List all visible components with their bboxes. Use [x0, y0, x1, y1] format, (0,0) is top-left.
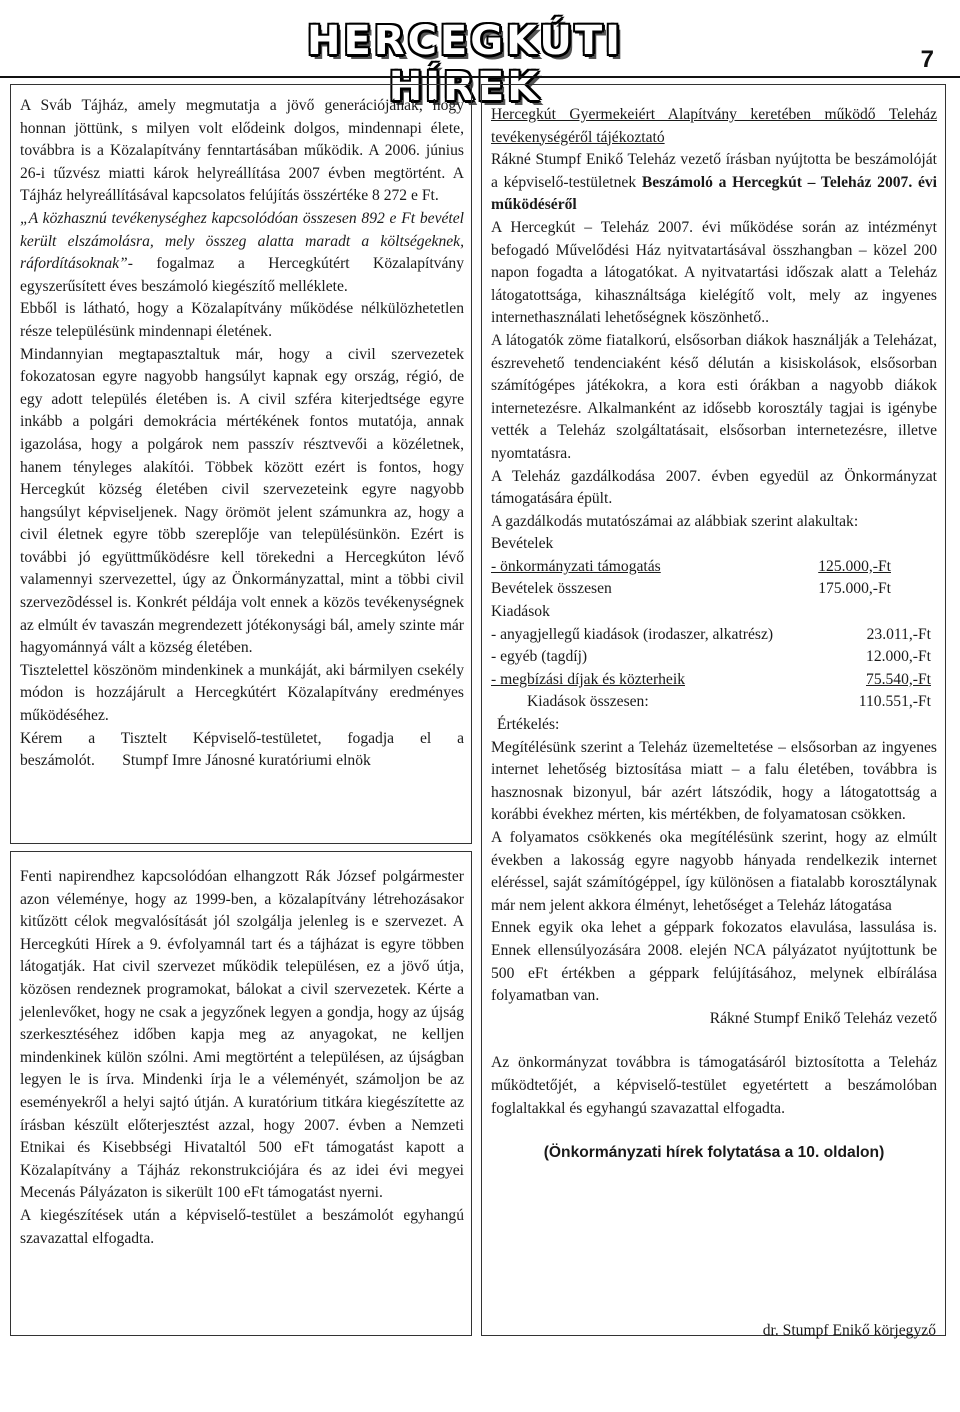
header-rule [0, 76, 960, 78]
signature: Stumpf Imre Jánosné kuratóriumi elnök [122, 752, 371, 770]
paragraph: A látogatók zöme fiatalkorú, elsősorban diákok használják a Teleházat, észrevehető tendenciaként késő délután a kisiskolások, elsősorban számítógépes játékokra, a kora esti órákban a nagyobb diákok internetezésre. Alkalmanként az idősebb korosztály tagjai is igénybe vették a Teleház szolgáltatásait, elsősorban internetezésre, illetve nyomtatásra. [491, 331, 937, 462]
masthead [0, 0, 960, 110]
article-heading: Hercegkút Gyermekeiért Alapítvány keretében működő Teleház tevékenységéről tájékoztató [491, 106, 937, 146]
quote: „A közhasznú tevékenységhez kapcsolódóan összesen 892 e Ft bevétel került elszámolásra, mely összeg alatta maradt a költségeknek, ráfordításoknak” [20, 209, 464, 273]
article-kozalapitvany [20, 95, 464, 773]
paragraph: Ennek egyik oka lehet a géppark fokozatos elavulása, lassulása is. Ennek ellensúlyozására 2008. elején NCA pályázatot nyújtottunk be 500 eFt értékben a géppark felújításához, melynek elbírálása folyamatban van. [491, 919, 937, 1005]
ledger-row: - önkormányzati támogatás 125.000,-Ft [491, 557, 891, 575]
spacer [491, 1120, 937, 1142]
paragraph: A folyamatos csökkenés oka megítélésünk szerint, hogy az elmúlt években a lakosság egyre nagyobb hányada rendelkezik internet eléréssel, saját számítógéppel, így különösen a fiatalabb korosztálynak már nem jelent akkora élményt, lehetőséget a Teleház látogatása [491, 829, 937, 914]
evaluation-label: Értékelés: [497, 716, 560, 734]
paragraph: A Teleház gazdálkodása 2007. évben egyedül az Önkormányzat támogatására épült. [491, 467, 937, 508]
paragraph: A gazdálkodás mutatószámai az alábbiak szerint alakultak: [491, 512, 859, 530]
footer-signature: dr. Stumpf Enikő körjegyző [762, 1322, 936, 1339]
ledger-row: - megbízási díjak és közterheik 75.540,-Ft [491, 670, 931, 688]
paragraph: „A közhasznú tevékenységhez kapcsolódóan összesen 892 e Ft bevétel került elszámolásra, mely összeg alatta maradt a költségeknek, ráfordításoknak”- fogalmaz a Hercegkútért Közalapítvány egyszerűsített éves beszámoló kiegészítő melléklete. [20, 209, 464, 295]
report-title: Beszámoló a Hercegkút – Teleház 2007. évi működéséről [491, 173, 937, 214]
signature: Rákné Stumpf Enikő Teleház vezető [709, 1009, 937, 1027]
spacer [491, 1030, 937, 1052]
paragraph: Fenti napirendhez kapcsolódóan elhangzott Rák József polgármester azon véleménye, hogy az 1999-ben, a közalapítvány létrehozásakor kitűzött célok megvalósítását jól szolgálja jelenleg is e szervezet. A Hercegkúti Hírek a 9. évfolyamnál tart és a tájházat is egyre többen látogatják. Hat civil szervezet működik településen, ez a jövő útja, közösen rendeznek programokat, bálokat a civil szervezetek. Kérte a jelenlevőket, hogy ne csak a jegyzőnek legyen a gondja, hogy az újság szerkesztéséhez időben kapja meg az anyagokat, ne kelljen mindenkinek külön szólni. Ami megtörtént a településen, az újságban legyen le is írva. Mindenki írja le a véleményét, számoljon be az eseményekről a helyi sajtó útján. A kuratórium titkára kiegészítette az írásban készült előterjesztést azzal, hogy 2007. évben a Nemzeti Etnikai és Kisebbségi Hivataltól 500 eFt támogatást kapott a Közalapítvány a Tájház rekonstrukciójára és az idei évi megyei Mecenás Pályázaton is sikerült 100 eFt támogatást nyerni. [20, 868, 464, 1202]
article-polgarmester [20, 866, 464, 1250]
finance-ledger [491, 533, 937, 736]
article-teleház [491, 104, 937, 1165]
expense-label: Kiadások [491, 603, 550, 621]
paragraph: Kérem a Tisztelt Képviselő-testületet, fogadja el a beszámolót. Stumpf Imre Jánosné kuratóriumi elnök [20, 729, 464, 770]
paragraph: A kiegészítések után a képviselő-testület a beszámolót egyhangú szavazattal elfogadta. [20, 1206, 464, 1247]
newspaper-title: HERCEGKÚTI HÍREK [306, 18, 624, 110]
paragraph: Rákné Stumpf Enikő Teleház vezető írásban nyújtotta be beszámolóját a képviselő-testületnek Beszámoló a Hercegkút – Teleház 2007. évi működéséről [491, 151, 937, 214]
ledger-total: Kiadások összesen: 110.551,-Ft [527, 693, 931, 711]
paragraph: A Sváb Tájház, amely megmutatja a jövő generációjának, hogy honnan jöttünk, s milyen volt elődeink dolgos, mindennapi élete, továbbra is a Közalapítvány fenntartásában működik. A 2006. június 26-i tűzvész miatti károk helyreállítása 2007 évben megtörtént. A Tájház helyreállításával kapcsolatos felújítás összértéke 8 272 e Ft. [20, 97, 464, 205]
continued-note: (Önkormányzati hírek folytatása a 10. oldalon) [543, 1144, 885, 1162]
paragraph: Ebből is látható, hogy a Közalapítvány működése nélkülözhetetlen része településünk mindennapi életének. [20, 300, 464, 340]
income-label: Bevételek [491, 535, 554, 553]
ledger-row: Bevételek összesen 175.000,-Ft [491, 580, 891, 598]
page-number: 7 [920, 46, 934, 73]
ledger-row: - anyagjellegű kiadások (irodaszer, alkatrész) 23.011,-Ft [491, 625, 931, 643]
paragraph: A Hercegkút – Teleház 2007. évi működése során az intézményt befogadó Művelődési Ház nyitvatartásával összhangban – közel 200 napon fogadta a látogatókat. A nyitvatartási időszak alatt a Teleház látogatottsága, kihasználtsága kielégítő volt, mely az ingyenes internethasználati lehetőségnek köszönhető.. [491, 218, 937, 327]
ledger-row: - egyéb (tagdíj) 12.000,-Ft [491, 648, 931, 666]
paragraph: Megítélésünk szerint a Teleház üzemeltetése – elsősorban az ingyenes internet lehetőség biztosítása miatt – a falu életében, továbbra is hasznosnak bizonyul, bár azért látszódik, hogy a látogatottság a korábbi évekhez mérten, kis mértékben, de folyamatosan csökken. [491, 738, 937, 824]
paragraph: Az önkormányzat továbbra is támogatásáról biztosította a Teleház működtetőjét, a képviselő-testület egyetértett a beszámolóban foglaltakkal és egyhangú szavazattal elfogadta. [491, 1054, 937, 1117]
paragraph: Tisztelettel köszönöm mindenkinek a munkáját, aki bármilyen csekély módon is hozzájárult a Hercegkútért Közalapítvány eredményes működéséhez. [20, 661, 464, 725]
paragraph: Mindannyian megtapasztaltuk már, hogy a civil szervezetek fokozatosan egyre nagyobb hangsúlyt kapnak egy ország, régió, de egy adott település életében is. A civil szféra kiterjedtsége egyre inkább a polgári demokrácia mértékének fontos mutatója, annak igazolása, hogy a polgárok nem passzív résztvevői a közéletnek, hanem tényleges alakítói. Többek között ezért is fontos, hogy Hercegkút község életében civil szervezeteink egyre nagyobb hangsúlyt képviseljenek. Nagy örömöt jelent számunkra az, hogy a civil életnek egyre több szereplője van településünkön. Ezért is további jó együttműködésre kell törekedni a Hercegkúton lévő valamennyi szervezettel, úgy az Önkormányzattal, mint a többi civil szervezõdéssel is. Konkrét példája volt ennek a közös tevékenységnek az elmúlt év tavaszán megrendezett jótékonysági bál, amely szinte már hagyománnyá vált a község életében. [20, 345, 464, 657]
